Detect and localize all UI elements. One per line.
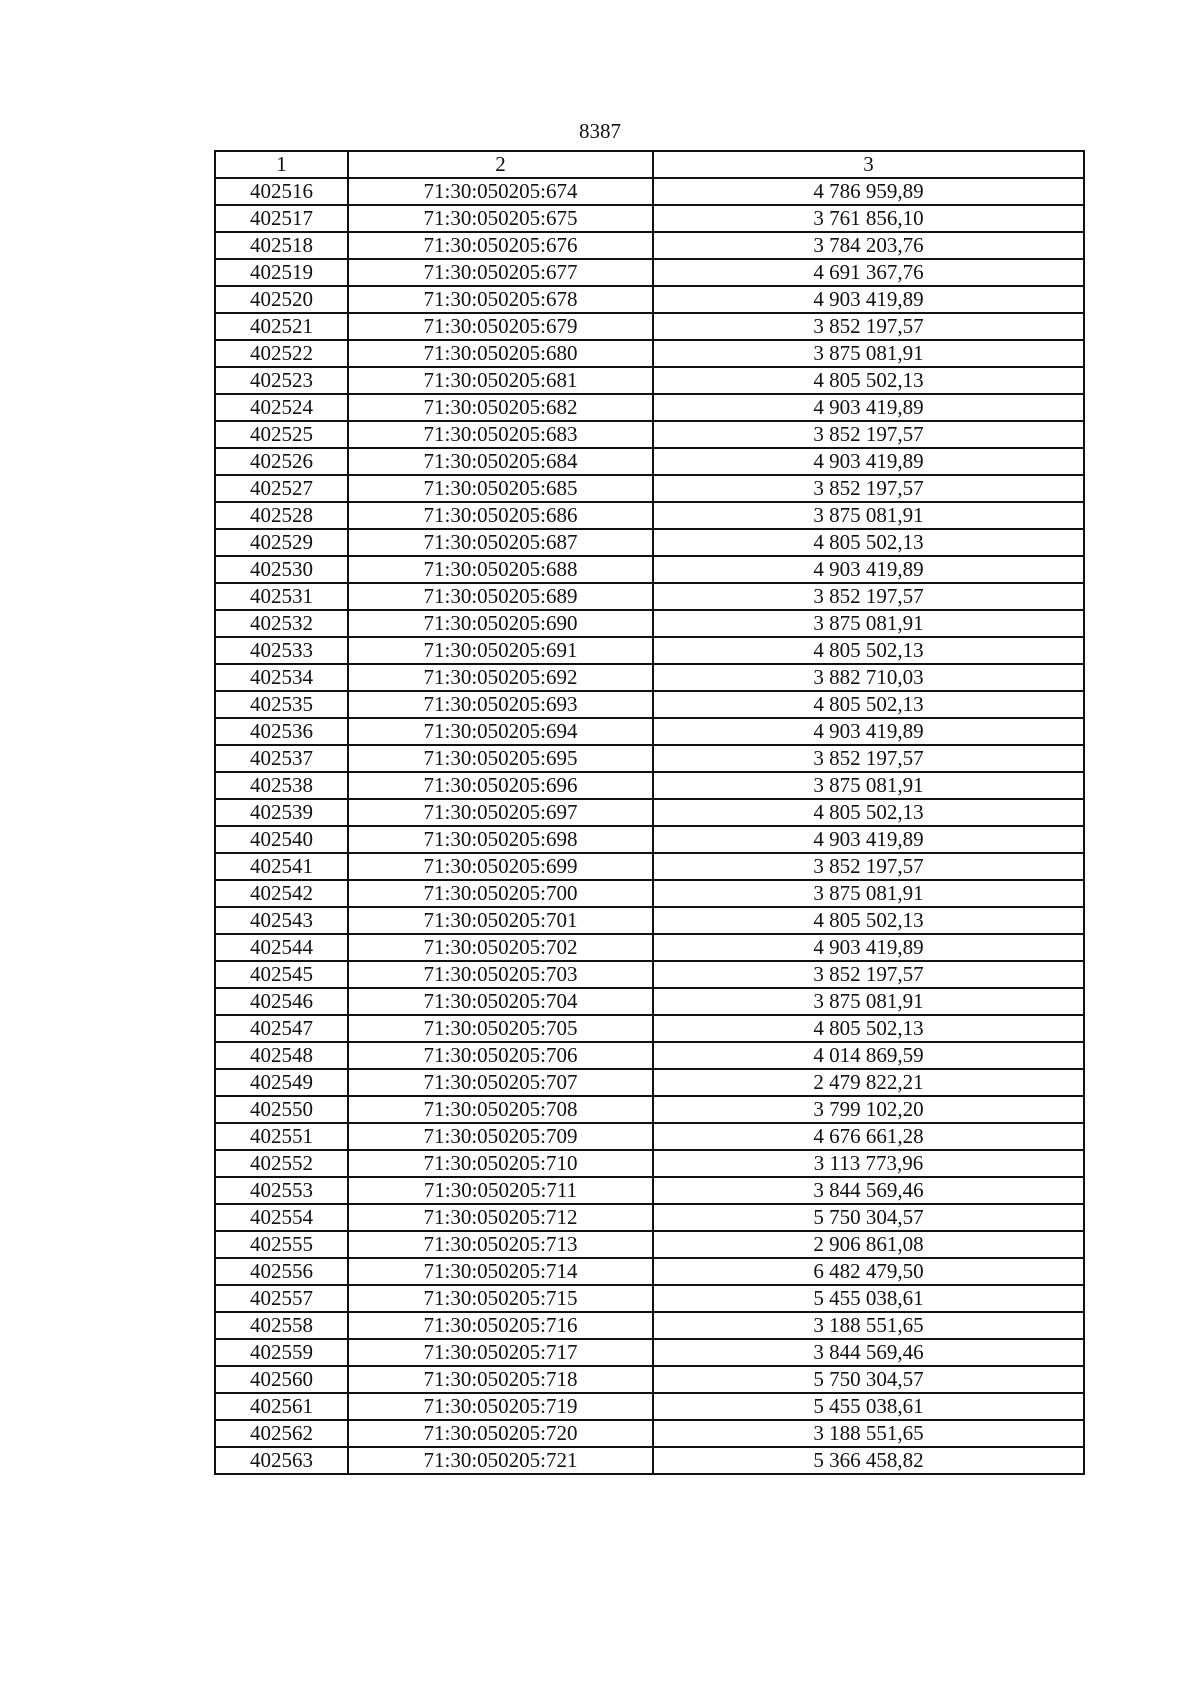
table-row: [215, 475, 1084, 502]
value-cell: 4 805 502,13: [653, 691, 1084, 718]
row-number-cell: 402525: [215, 421, 348, 448]
table-row: [215, 448, 1084, 475]
row-number-cell: 402542: [215, 880, 348, 907]
cadastral-number-cell: 71:30:050205:686: [348, 502, 653, 529]
row-number-cell: 402520: [215, 286, 348, 313]
cadastral-number-cell: 71:30:050205:720: [348, 1420, 653, 1447]
table-row: [215, 421, 1084, 448]
row-number-cell: 402536: [215, 718, 348, 745]
value-cell: 3 875 081,91: [653, 880, 1084, 907]
row-number-cell: 402563: [215, 1447, 348, 1474]
row-number-cell: 402556: [215, 1258, 348, 1285]
table-row: [215, 367, 1084, 394]
table-row: [215, 853, 1084, 880]
table-row: [215, 880, 1084, 907]
value-cell: 3 844 569,46: [653, 1177, 1084, 1204]
row-number-cell: 402524: [215, 394, 348, 421]
cadastral-number-cell: 71:30:050205:698: [348, 826, 653, 853]
row-number-cell: 402533: [215, 637, 348, 664]
value-cell: 2 479 822,21: [653, 1069, 1084, 1096]
table-row: [215, 1339, 1084, 1366]
value-cell: 4 805 502,13: [653, 799, 1084, 826]
table-body: [215, 178, 1084, 1474]
table-row: [215, 1150, 1084, 1177]
cadastral-number-cell: 71:30:050205:704: [348, 988, 653, 1015]
cadastral-number-cell: 71:30:050205:700: [348, 880, 653, 907]
table-row: [215, 1285, 1084, 1312]
row-number-cell: 402551: [215, 1123, 348, 1150]
cadastral-number-cell: 71:30:050205:705: [348, 1015, 653, 1042]
page-number: 8387: [579, 119, 621, 143]
value-cell: 3 852 197,57: [653, 961, 1084, 988]
table-row: [215, 205, 1084, 232]
cadastral-number-cell: 71:30:050205:687: [348, 529, 653, 556]
table-row: [215, 340, 1084, 367]
table-row: [215, 1366, 1084, 1393]
table-row: [215, 988, 1084, 1015]
cadastral-number-cell: 71:30:050205:697: [348, 799, 653, 826]
cadastral-number-cell: 71:30:050205:717: [348, 1339, 653, 1366]
cadastral-number-cell: 71:30:050205:715: [348, 1285, 653, 1312]
value-cell: 5 750 304,57: [653, 1204, 1084, 1231]
table-row: [215, 1177, 1084, 1204]
row-number-cell: 402547: [215, 1015, 348, 1042]
value-cell: 5 455 038,61: [653, 1285, 1084, 1312]
cadastral-number-cell: 71:30:050205:680: [348, 340, 653, 367]
cadastral-number-cell: 71:30:050205:688: [348, 556, 653, 583]
row-number-cell: 402558: [215, 1312, 348, 1339]
table-row: [215, 691, 1084, 718]
cadastral-number-cell: 71:30:050205:683: [348, 421, 653, 448]
table-row: [215, 1123, 1084, 1150]
cadastral-number-cell: 71:30:050205:677: [348, 259, 653, 286]
cadastral-number-cell: 71:30:050205:695: [348, 745, 653, 772]
value-cell: 3 113 773,96: [653, 1150, 1084, 1177]
column-header-2: 2: [348, 151, 653, 178]
value-cell: 3 844 569,46: [653, 1339, 1084, 1366]
cadastral-number-cell: 71:30:050205:691: [348, 637, 653, 664]
table-row: [215, 1420, 1084, 1447]
table-row: [215, 556, 1084, 583]
table-row: [215, 286, 1084, 313]
row-number-cell: 402555: [215, 1231, 348, 1258]
value-cell: 3 852 197,57: [653, 421, 1084, 448]
value-cell: 4 805 502,13: [653, 367, 1084, 394]
value-cell: 5 366 458,82: [653, 1447, 1084, 1474]
cadastral-number-cell: 71:30:050205:719: [348, 1393, 653, 1420]
value-cell: 3 875 081,91: [653, 988, 1084, 1015]
table-row: [215, 502, 1084, 529]
row-number-cell: 402523: [215, 367, 348, 394]
value-cell: 4 903 419,89: [653, 718, 1084, 745]
value-cell: 3 188 551,65: [653, 1420, 1084, 1447]
table-row: [215, 637, 1084, 664]
cadastral-number-cell: 71:30:050205:682: [348, 394, 653, 421]
table-row: [215, 259, 1084, 286]
row-number-cell: 402522: [215, 340, 348, 367]
value-cell: 4 805 502,13: [653, 637, 1084, 664]
value-cell: 4 676 661,28: [653, 1123, 1084, 1150]
row-number-cell: 402527: [215, 475, 348, 502]
row-number-cell: 402562: [215, 1420, 348, 1447]
value-cell: 4 691 367,76: [653, 259, 1084, 286]
table-row: [215, 1069, 1084, 1096]
table-row: [215, 313, 1084, 340]
table-row: [215, 745, 1084, 772]
cadastral-number-cell: 71:30:050205:701: [348, 907, 653, 934]
row-number-cell: 402518: [215, 232, 348, 259]
column-header-1: 1: [215, 151, 348, 178]
row-number-cell: 402516: [215, 178, 348, 205]
table-row: [215, 1231, 1084, 1258]
row-number-cell: 402549: [215, 1069, 348, 1096]
value-cell: 3 188 551,65: [653, 1312, 1084, 1339]
cadastral-number-cell: 71:30:050205:714: [348, 1258, 653, 1285]
value-cell: 3 875 081,91: [653, 340, 1084, 367]
row-number-cell: 402544: [215, 934, 348, 961]
cadastral-number-cell: 71:30:050205:712: [348, 1204, 653, 1231]
table-row: [215, 961, 1084, 988]
table-row: [215, 1447, 1084, 1474]
row-number-cell: 402546: [215, 988, 348, 1015]
row-number-cell: 402559: [215, 1339, 348, 1366]
cadastral-number-cell: 71:30:050205:708: [348, 1096, 653, 1123]
table-row: [215, 718, 1084, 745]
value-cell: 4 903 419,89: [653, 556, 1084, 583]
cadastral-number-cell: 71:30:050205:713: [348, 1231, 653, 1258]
cadastral-number-cell: 71:30:050205:703: [348, 961, 653, 988]
table-row: [215, 394, 1084, 421]
cadastral-number-cell: 71:30:050205:716: [348, 1312, 653, 1339]
value-cell: 4 903 419,89: [653, 448, 1084, 475]
row-number-cell: 402534: [215, 664, 348, 691]
value-cell: 3 852 197,57: [653, 475, 1084, 502]
cadastral-number-cell: 71:30:050205:681: [348, 367, 653, 394]
value-cell: 3 852 197,57: [653, 853, 1084, 880]
value-cell: 3 761 856,10: [653, 205, 1084, 232]
table-row: [215, 772, 1084, 799]
table-row: [215, 1312, 1084, 1339]
table-row: [215, 610, 1084, 637]
value-cell: 4 786 959,89: [653, 178, 1084, 205]
row-number-cell: 402552: [215, 1150, 348, 1177]
row-number-cell: 402531: [215, 583, 348, 610]
value-cell: 3 852 197,57: [653, 313, 1084, 340]
cadastral-number-cell: 71:30:050205:684: [348, 448, 653, 475]
registry-table: [214, 150, 1085, 1475]
table-row: [215, 934, 1084, 961]
cadastral-number-cell: 71:30:050205:692: [348, 664, 653, 691]
cadastral-number-cell: 71:30:050205:675: [348, 205, 653, 232]
value-cell: 3 875 081,91: [653, 772, 1084, 799]
table-row: [215, 529, 1084, 556]
cadastral-number-cell: 71:30:050205:707: [348, 1069, 653, 1096]
cadastral-number-cell: 71:30:050205:674: [348, 178, 653, 205]
row-number-cell: 402538: [215, 772, 348, 799]
value-cell: 3 882 710,03: [653, 664, 1084, 691]
table-row: [215, 583, 1084, 610]
table-row: [215, 826, 1084, 853]
row-number-cell: 402557: [215, 1285, 348, 1312]
row-number-cell: 402526: [215, 448, 348, 475]
table-row: [215, 1258, 1084, 1285]
row-number-cell: 402561: [215, 1393, 348, 1420]
row-number-cell: 402537: [215, 745, 348, 772]
row-number-cell: 402539: [215, 799, 348, 826]
cadastral-number-cell: 71:30:050205:689: [348, 583, 653, 610]
table-row: [215, 1042, 1084, 1069]
table-row: [215, 178, 1084, 205]
value-cell: 3 784 203,76: [653, 232, 1084, 259]
row-number-cell: 402535: [215, 691, 348, 718]
row-number-cell: 402554: [215, 1204, 348, 1231]
row-number-cell: 402519: [215, 259, 348, 286]
table-row: [215, 1015, 1084, 1042]
row-number-cell: 402532: [215, 610, 348, 637]
table-row: [215, 664, 1084, 691]
value-cell: 4 805 502,13: [653, 529, 1084, 556]
value-cell: 4 903 419,89: [653, 826, 1084, 853]
value-cell: 4 805 502,13: [653, 1015, 1084, 1042]
cadastral-number-cell: 71:30:050205:699: [348, 853, 653, 880]
cadastral-number-cell: 71:30:050205:706: [348, 1042, 653, 1069]
table-row: [215, 799, 1084, 826]
row-number-cell: 402517: [215, 205, 348, 232]
value-cell: 4 903 419,89: [653, 934, 1084, 961]
row-number-cell: 402530: [215, 556, 348, 583]
value-cell: 3 799 102,20: [653, 1096, 1084, 1123]
row-number-cell: 402540: [215, 826, 348, 853]
row-number-cell: 402560: [215, 1366, 348, 1393]
value-cell: 3 875 081,91: [653, 502, 1084, 529]
table-row: [215, 1204, 1084, 1231]
table-row: [215, 907, 1084, 934]
row-number-cell: 402545: [215, 961, 348, 988]
cadastral-number-cell: 71:30:050205:679: [348, 313, 653, 340]
value-cell: 3 852 197,57: [653, 583, 1084, 610]
cadastral-number-cell: 71:30:050205:694: [348, 718, 653, 745]
row-number-cell: 402553: [215, 1177, 348, 1204]
row-number-cell: 402541: [215, 853, 348, 880]
value-cell: 2 906 861,08: [653, 1231, 1084, 1258]
row-number-cell: 402521: [215, 313, 348, 340]
value-cell: 4 903 419,89: [653, 286, 1084, 313]
row-number-cell: 402550: [215, 1096, 348, 1123]
row-number-cell: 402528: [215, 502, 348, 529]
table-row: [215, 1096, 1084, 1123]
table-row: [215, 1393, 1084, 1420]
row-number-cell: 402548: [215, 1042, 348, 1069]
cadastral-number-cell: 71:30:050205:696: [348, 772, 653, 799]
cadastral-number-cell: 71:30:050205:710: [348, 1150, 653, 1177]
table-row: [215, 232, 1084, 259]
value-cell: 4 903 419,89: [653, 394, 1084, 421]
row-number-cell: 402543: [215, 907, 348, 934]
cadastral-number-cell: 71:30:050205:685: [348, 475, 653, 502]
column-header-3: 3: [653, 151, 1084, 178]
cadastral-number-cell: 71:30:050205:711: [348, 1177, 653, 1204]
value-cell: 3 852 197,57: [653, 745, 1084, 772]
value-cell: 4 805 502,13: [653, 907, 1084, 934]
value-cell: 4 014 869,59: [653, 1042, 1084, 1069]
value-cell: 6 482 479,50: [653, 1258, 1084, 1285]
cadastral-number-cell: 71:30:050205:702: [348, 934, 653, 961]
cadastral-number-cell: 71:30:050205:693: [348, 691, 653, 718]
cadastral-number-cell: 71:30:050205:718: [348, 1366, 653, 1393]
cadastral-number-cell: 71:30:050205:678: [348, 286, 653, 313]
value-cell: 5 750 304,57: [653, 1366, 1084, 1393]
row-number-cell: 402529: [215, 529, 348, 556]
value-cell: 5 455 038,61: [653, 1393, 1084, 1420]
cadastral-number-cell: 71:30:050205:721: [348, 1447, 653, 1474]
cadastral-number-cell: 71:30:050205:690: [348, 610, 653, 637]
cadastral-number-cell: 71:30:050205:709: [348, 1123, 653, 1150]
table-header-row: [215, 151, 1084, 178]
value-cell: 3 875 081,91: [653, 610, 1084, 637]
cadastral-number-cell: 71:30:050205:676: [348, 232, 653, 259]
